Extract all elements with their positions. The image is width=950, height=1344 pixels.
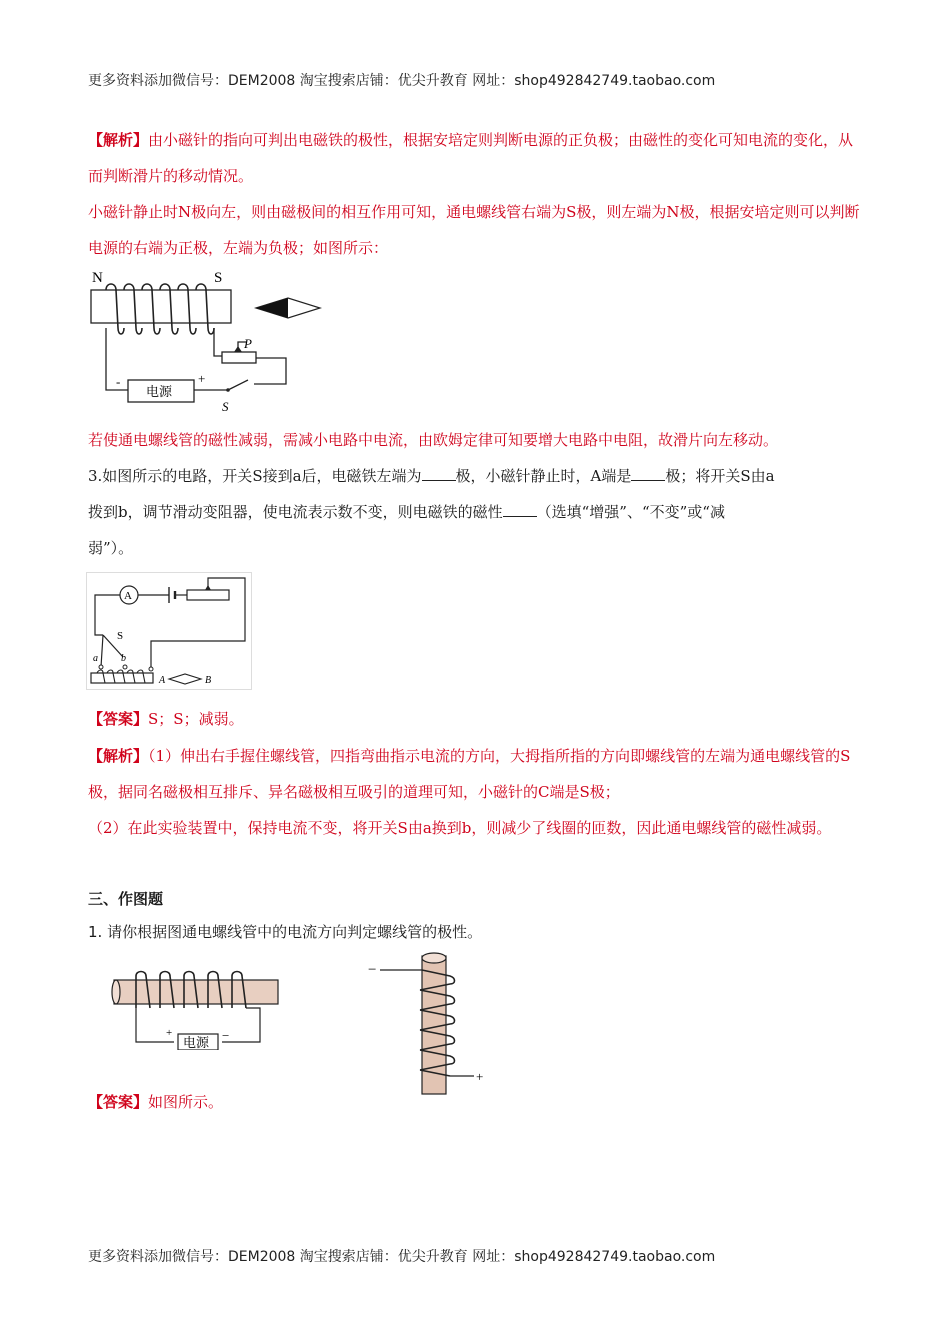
q2-paragraph-2: 小磁针静止时N极向左，则由磁极间的相互作用可知，通电螺线管右端为S极，则左端为N极，根据安培定则可以判断电源的右端为正极，左端为负极；如图所示： <box>88 203 860 257</box>
q3-stem-line-1 <box>88 458 864 494</box>
analysis-text: （1）伸出右手握住螺线管，四指弯曲指示电流的方向，大拇指所指的方向即螺线管的左端为通电螺线管的S极，据同名磁极相互排斥、异名磁极相互吸引的道理可知，小磁针的C端是S极； <box>88 747 851 801</box>
answer-text: 如图所示。 <box>148 1093 224 1111</box>
page-footer: 更多资料添加微信号：DEM2008 淘宝搜索店铺：优尖升教育 网址：shop492842749.taobao.com <box>88 1249 716 1265</box>
ammeter-label: A <box>124 590 132 602</box>
answer-blank <box>422 466 456 481</box>
plus-label: + <box>198 371 206 386</box>
section3-answer <box>88 1084 864 1120</box>
minus-label: - <box>116 374 121 389</box>
rheostat <box>187 590 229 600</box>
q3-analysis-1 <box>88 738 864 810</box>
contact-b: b <box>121 653 126 664</box>
q3-stem-line-3: 弱”）。 <box>88 539 134 557</box>
compass-needle <box>169 674 201 684</box>
answer-blank <box>503 502 537 517</box>
answer-tag: 【答案】 <box>88 710 149 728</box>
contact-a: a <box>93 653 98 664</box>
answer-blank <box>631 466 665 481</box>
q3-answer <box>88 701 864 737</box>
answer-tag: 【答案】 <box>88 1093 149 1111</box>
q3-stem-line-2 <box>88 494 864 530</box>
analysis-tag: 【解析】 <box>88 747 149 765</box>
vertical-solenoid-figure <box>366 950 490 1100</box>
source-label: 电源 <box>183 1035 210 1050</box>
switch-electromagnet-figure <box>86 572 252 690</box>
iron-core <box>91 290 231 323</box>
stem-part: （选填“增强”、“不变”或“减 <box>536 503 725 521</box>
analysis-tag: 【解析】 <box>88 131 149 149</box>
minus-label: − <box>368 962 377 978</box>
label-s: S <box>214 270 223 286</box>
stem-part: 极，小磁针静止时，A端是 <box>455 467 632 485</box>
plus-label: + <box>476 1069 484 1084</box>
source-label: 电源 <box>146 384 173 399</box>
page-header: 更多资料添加微信号：DEM2008 淘宝搜索店铺：优尖升教育 网址：shop492842749.taobao.com <box>88 73 716 89</box>
section-title: 三、作图题 <box>88 890 164 908</box>
q2-analysis <box>88 122 864 194</box>
plus-label: + <box>166 1027 173 1039</box>
q3-analysis-2: （2）在此实验装置中，保持电流不变，将开关S由a换到b，则减少了线圈的匝数，因此通电螺线管的磁性减弱。 <box>88 819 832 837</box>
stem-part: 极；将开关S由a <box>665 467 775 485</box>
q2-paragraph-3: 若使通电螺线管的磁性减弱，需减小电路中电流，由欧姆定律可知要增大电路中电阻，故滑片向左移动。 <box>88 431 779 449</box>
coil-windings <box>106 284 214 334</box>
end-a-label: A <box>159 675 166 686</box>
stem-part: 拨到b，调节滑动变阻器，使电流表示数不变，则电磁铁的磁性 <box>88 503 503 521</box>
label-n: N <box>92 270 103 286</box>
horizontal-solenoid-figure <box>108 962 284 1050</box>
analysis-text: 由小磁针的指向可判出电磁铁的极性，根据安培定则判断电源的正负极；由磁性的变化可知电流的变化，从而判断滑片的移动情况。 <box>88 131 854 185</box>
switch-blade <box>228 380 248 390</box>
answer-text: S；S；减弱。 <box>148 710 244 728</box>
end-b-label: B <box>205 675 212 686</box>
switch-label: S <box>117 630 124 642</box>
electromagnet-circuit-figure <box>88 266 328 416</box>
stem-part: 3.如图所示的电路，开关S接到a后，电磁铁左端为 <box>88 467 422 485</box>
rheostat <box>222 352 256 363</box>
switch-label: S <box>222 399 229 414</box>
label-p: P <box>244 336 252 351</box>
section3-q1: 1. 请你根据图通电螺线管中的电流方向判定螺线管的极性。 <box>88 923 483 941</box>
compass-needle-north <box>256 298 288 318</box>
minus-label: − <box>222 1028 230 1043</box>
